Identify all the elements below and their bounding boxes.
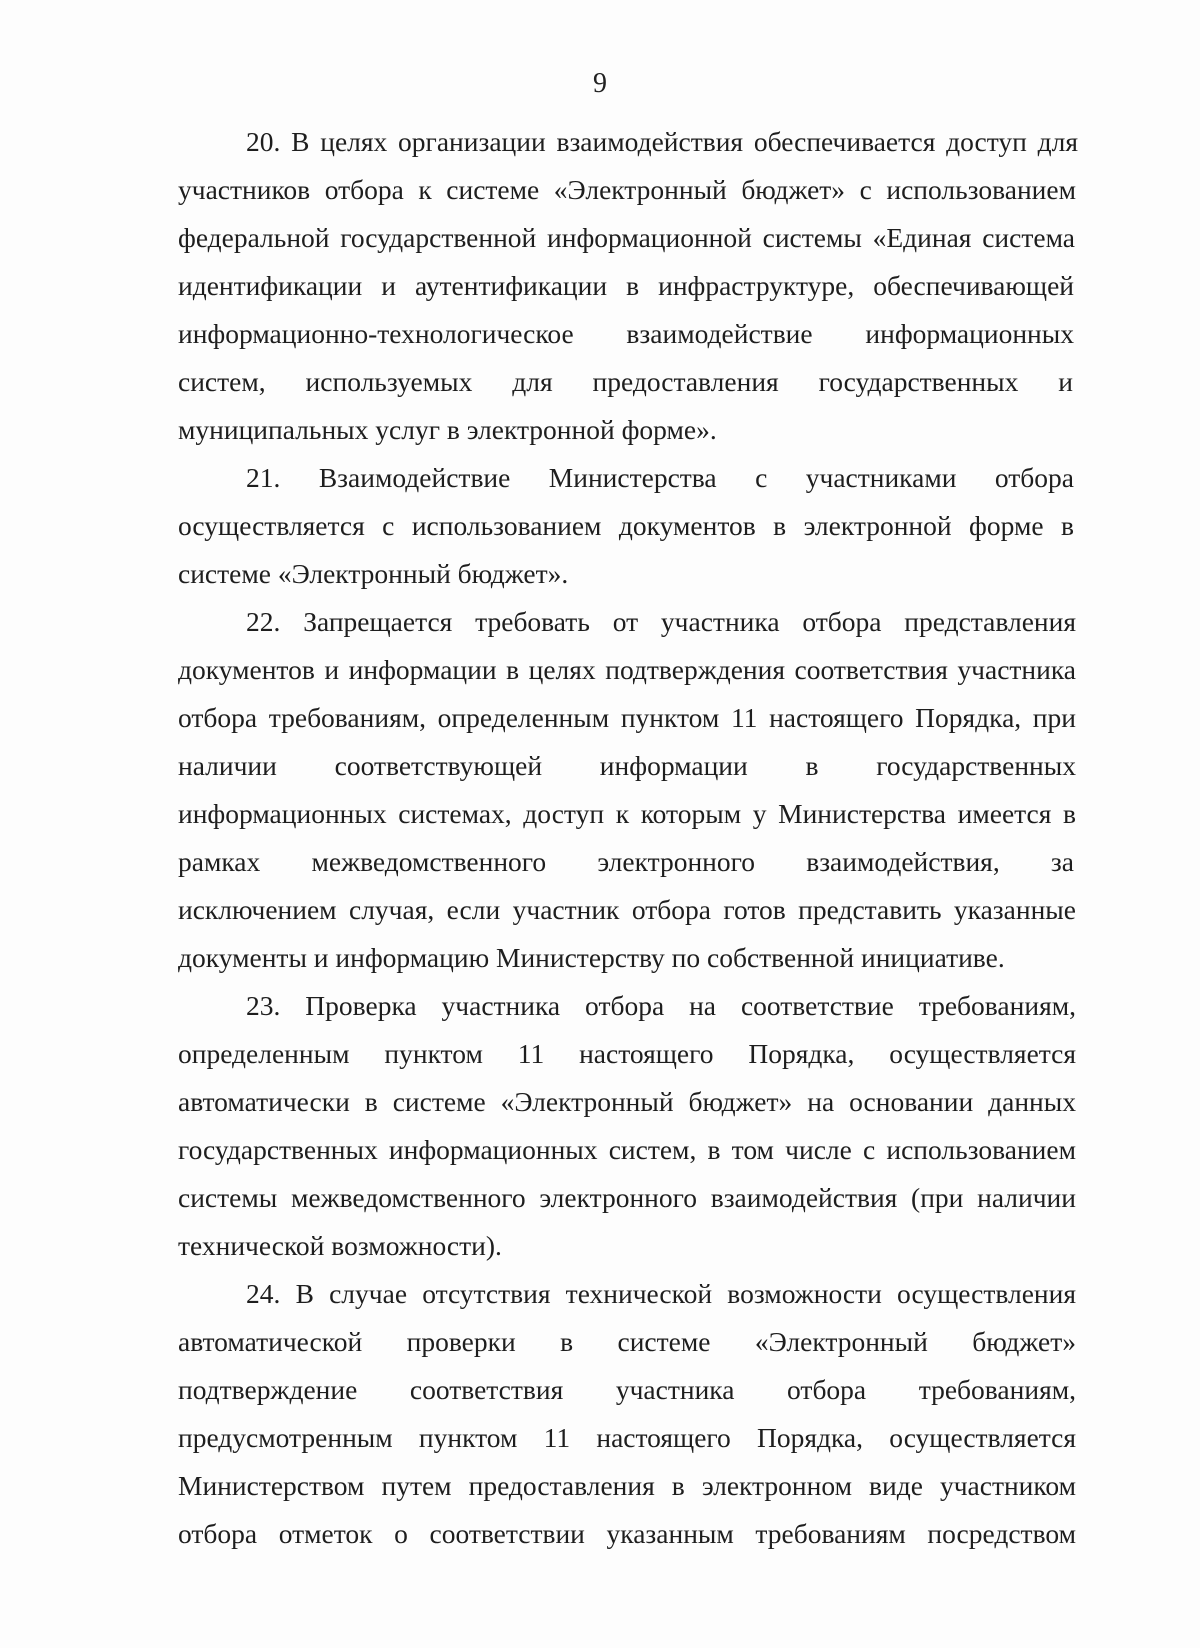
text-line: отбора требованиям, определенным пунктом 11 настоящего Порядка, при — [178, 702, 1076, 733]
text-line: системе «Электронный бюджет». — [178, 558, 569, 589]
text-line: систем, используемых для предоставления государственных и — [178, 366, 1073, 397]
text-line: 21. Взаимодействие Министерства с участниками отбора — [246, 462, 1074, 493]
text-line: системы межведомственного электронного взаимодействия (при наличии — [178, 1182, 1076, 1213]
text-line: идентификации и аутентификации в инфраструктуре, обеспечивающей — [178, 270, 1074, 301]
text-line: документов и информации в целях подтверждения соответствия участника — [178, 654, 1076, 685]
text-line: определенным пунктом 11 настоящего Порядка, осуществляется — [178, 1038, 1076, 1069]
text-line: 22. Запрещается требовать от участника отбора представления — [246, 606, 1076, 637]
text-line: автоматической проверки в системе «Электронный бюджет» — [178, 1326, 1076, 1357]
text-line: 20. В целях организации взаимодействия обеспечивается доступ для — [246, 126, 1078, 157]
text-line: 24. В случае отсутствия технической возможности осуществления — [246, 1278, 1076, 1309]
text-line: автоматически в системе «Электронный бюджет» на основании данных — [178, 1086, 1076, 1117]
page-number: 9 — [593, 68, 607, 99]
text-line: федеральной государственной информационной системы «Единая система — [178, 222, 1075, 253]
text-line: отбора отметок о соответствии указанным требованиям посредством — [178, 1518, 1076, 1549]
text-line: рамках межведомственного электронного взаимодействия, за — [178, 846, 1074, 877]
text-line: государственных информационных систем, в том числе с использованием — [178, 1134, 1076, 1165]
text-line: технической возможности). — [178, 1230, 502, 1261]
text-line: муниципальных услуг в электронной форме». — [178, 414, 717, 445]
text-line: информационных системах, доступ к которым у Министерства имеется в — [178, 798, 1076, 829]
text-line: осуществляется с использованием документов в электронной форме в — [178, 510, 1074, 541]
text-line: исключением случая, если участник отбора готов представить указанные — [178, 894, 1076, 925]
text-line: 23. Проверка участника отбора на соответствие требованиям, — [246, 990, 1076, 1021]
text-line: Министерством путем предоставления в электронном виде участником — [178, 1470, 1076, 1501]
text-line: предусмотренным пунктом 11 настоящего Порядка, осуществляется — [178, 1422, 1076, 1453]
text-line: документы и информацию Министерству по собственной инициативе. — [178, 942, 1005, 973]
text-line: подтверждение соответствия участника отбора требованиям, — [178, 1374, 1076, 1405]
text-line: участников отбора к системе «Электронный бюджет» с использованием — [178, 174, 1076, 205]
text-line: информационно-технологическое взаимодействие информационных — [178, 318, 1074, 349]
text-line: наличии соответствующей информации в государственных — [178, 750, 1076, 781]
